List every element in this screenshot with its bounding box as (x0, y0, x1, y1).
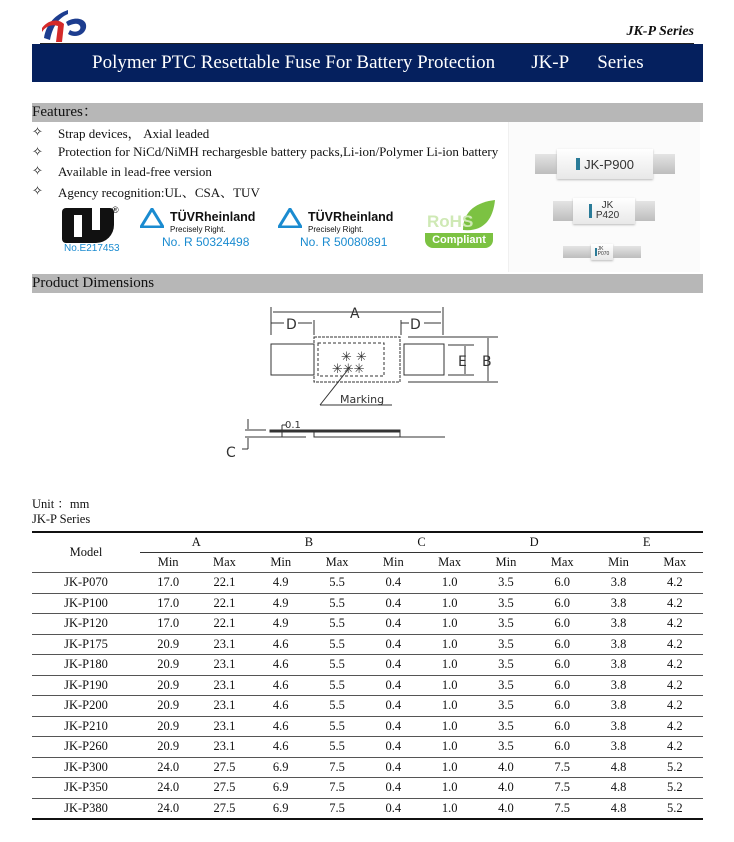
cell-value: 7.5 (309, 778, 365, 799)
cell-value: 5.5 (309, 716, 365, 737)
table-row (32, 716, 703, 737)
cell-value: 5.5 (309, 737, 365, 758)
label-e: E (458, 354, 467, 370)
cell-value: 4.6 (253, 696, 309, 717)
cell-value: 17.0 (140, 614, 196, 635)
tuv-number: No. R 50080891 (300, 235, 388, 249)
min-header: Min (608, 555, 629, 569)
cell-value: 7.5 (534, 757, 590, 778)
cell-model: JK-P380 (32, 798, 140, 819)
cell-value: 3.8 (590, 593, 646, 614)
cell-value: 0.4 (365, 696, 421, 717)
dimension-drawing (210, 295, 510, 465)
banner-title: Polymer PTC Resettable Fuse For Battery Protection (92, 52, 496, 73)
cell-value: 3.5 (478, 634, 534, 655)
cell-value: 3.5 (478, 696, 534, 717)
cell-value: 20.9 (140, 655, 196, 676)
tuv-tagline: Precisely Right. (170, 225, 226, 234)
table-row (32, 757, 703, 778)
tuv-name: TÜVRheinland (308, 210, 394, 224)
rohs-compliant: Compliant (425, 233, 493, 248)
header-row (32, 532, 703, 553)
label-thickness: 0.1 (285, 420, 301, 431)
fuse-label: P070 (597, 251, 610, 257)
cell-value: 3.8 (590, 675, 646, 696)
cell-value: 5.2 (647, 778, 703, 799)
cell-value: 1.0 (421, 634, 477, 655)
cell-value: 3.8 (590, 716, 646, 737)
features-list (32, 123, 498, 201)
cell-value: 6.0 (534, 655, 590, 676)
cell-value: 3.8 (590, 655, 646, 676)
table-row (32, 634, 703, 655)
max-header: Max (438, 555, 462, 569)
cell-value: 0.4 (365, 737, 421, 758)
cell-value: 23.1 (196, 696, 252, 717)
cell-value: 0.4 (365, 634, 421, 655)
title-banner (32, 44, 703, 82)
fuse-label: JK (597, 246, 604, 252)
cell-value: 3.5 (478, 593, 534, 614)
feature-text: Protection for NiCd/NiMH rechargesble battery packs,Li-ion/Polymer Li-ion battery (58, 144, 499, 160)
cell-value: 3.5 (478, 573, 534, 594)
min-header: Min (157, 555, 179, 569)
cell-value: 4.2 (647, 634, 703, 655)
cell-value: 1.0 (421, 798, 477, 819)
max-header: Max (663, 555, 687, 569)
cell-value: 20.9 (140, 737, 196, 758)
tuv-tagline: Precisely Right. (308, 225, 364, 234)
cell-value: 0.4 (365, 614, 421, 635)
company-logo (38, 8, 94, 44)
cell-value: 7.5 (534, 778, 590, 799)
cell-model: JK-P070 (32, 573, 140, 594)
svg-text:✳✳✳: ✳✳✳ (332, 362, 365, 377)
label-marking: Marking (340, 393, 385, 406)
cell-value: 4.8 (590, 798, 646, 819)
cell-value: 1.0 (421, 696, 477, 717)
cell-value: 3.5 (478, 614, 534, 635)
cell-value: 5.5 (309, 634, 365, 655)
cell-value: 22.1 (196, 614, 252, 635)
group-header-a: A (140, 532, 253, 553)
model-header: Model (32, 532, 140, 573)
cell-value: 3.8 (590, 696, 646, 717)
cell-value: 5.5 (309, 655, 365, 676)
cell-value: 3.5 (478, 716, 534, 737)
label-d-left: D (286, 317, 297, 333)
table-row (32, 614, 703, 635)
feature-text: Available in lead-free version (58, 163, 212, 179)
ul-number: No.E217453 (64, 243, 120, 254)
cell-value: 4.0 (478, 778, 534, 799)
cell-value: 6.0 (534, 737, 590, 758)
cell-value: 6.9 (253, 757, 309, 778)
cell-model: JK-P210 (32, 716, 140, 737)
group-header-e: E (590, 532, 703, 553)
cell-value: 4.9 (253, 593, 309, 614)
group-header-c: C (365, 532, 478, 553)
banner-model: JK-P (531, 52, 570, 73)
table-row (32, 737, 703, 758)
fuse-p070 (563, 244, 641, 260)
cell-value: 5.2 (647, 798, 703, 819)
fuse-label: JK (601, 200, 614, 211)
features-heading: Features： (32, 103, 703, 122)
fuse-label: P420 (595, 210, 620, 221)
cell-value: 4.9 (253, 573, 309, 594)
cell-value: 3.8 (590, 573, 646, 594)
cell-value: 20.9 (140, 696, 196, 717)
series-tag: JK-P Series (626, 24, 694, 39)
cell-model: JK-P175 (32, 634, 140, 655)
feature-text: Agency recognition:UL、CSA、TUV (58, 184, 260, 200)
cell-value: 4.8 (590, 778, 646, 799)
cell-value: 1.0 (421, 716, 477, 737)
fuse-label: JK-P900 (584, 156, 634, 172)
cell-value: 5.2 (647, 757, 703, 778)
cell-value: 6.0 (534, 573, 590, 594)
cell-value: 1.0 (421, 573, 477, 594)
cell-value: 4.2 (647, 716, 703, 737)
table-row (32, 573, 703, 594)
tuv-triangle-icon (140, 208, 164, 228)
cell-value: 3.5 (478, 737, 534, 758)
min-header: Min (495, 555, 517, 569)
cell-value: 6.0 (534, 716, 590, 737)
cell-value: 20.9 (140, 675, 196, 696)
unit-label: Unit ：mm (32, 497, 90, 511)
table-row (32, 778, 703, 799)
table-row (32, 798, 703, 819)
cell-model: JK-P180 (32, 655, 140, 676)
cell-value: 4.2 (647, 696, 703, 717)
cell-value: 3.8 (590, 614, 646, 635)
group-header-b: B (253, 532, 366, 553)
cell-value: 7.5 (309, 757, 365, 778)
banner-series: Series (597, 52, 644, 73)
max-header: Max (325, 555, 349, 569)
svg-text:✳ ✳: ✳ ✳ (341, 350, 367, 365)
label-b: B (482, 354, 492, 370)
cell-value: 6.0 (534, 614, 590, 635)
cell-value: 3.5 (478, 675, 534, 696)
cell-value: 6.0 (534, 593, 590, 614)
cell-value: 23.1 (196, 716, 252, 737)
rohs-logo (423, 200, 498, 252)
dimensions-heading: Product Dimensions (32, 274, 703, 293)
cell-value: 20.9 (140, 716, 196, 737)
fuse-p900 (535, 149, 675, 179)
cell-value: 7.5 (534, 798, 590, 819)
cell-value: 0.4 (365, 573, 421, 594)
max-header: Max (550, 555, 574, 569)
label-a: A (350, 306, 360, 322)
cell-value: 0.4 (365, 593, 421, 614)
cell-value: 4.2 (647, 614, 703, 635)
cell-value: 4.2 (647, 593, 703, 614)
cell-value: 4.6 (253, 716, 309, 737)
table-row (32, 655, 703, 676)
cell-value: 1.0 (421, 675, 477, 696)
cell-value: 6.9 (253, 778, 309, 799)
cell-value: 5.5 (309, 614, 365, 635)
table-row (32, 675, 703, 696)
cell-value: 4.8 (590, 757, 646, 778)
min-header: Min (270, 555, 292, 569)
cell-value: 1.0 (421, 593, 477, 614)
min-header: Min (382, 555, 404, 569)
cell-value: 4.6 (253, 675, 309, 696)
cell-value: 24.0 (140, 757, 196, 778)
cell-value: 4.6 (253, 655, 309, 676)
cell-value: 27.5 (196, 798, 252, 819)
feature-item (32, 162, 498, 182)
cell-model: JK-P350 (32, 778, 140, 799)
cell-value: 4.6 (253, 634, 309, 655)
product-photo (508, 122, 700, 272)
cell-value: 4.9 (253, 614, 309, 635)
cell-value: 4.6 (253, 737, 309, 758)
cell-value: 23.1 (196, 655, 252, 676)
cell-value: 22.1 (196, 573, 252, 594)
cell-value: 0.4 (365, 716, 421, 737)
cell-value: 23.1 (196, 675, 252, 696)
dimensions-table (32, 531, 703, 820)
table-series-label: JK-P Series (32, 512, 91, 526)
cell-value: 5.5 (309, 696, 365, 717)
fuse-p420 (553, 198, 655, 224)
tuv-name: TÜVRheinland (170, 210, 256, 224)
max-header: Max (212, 555, 236, 569)
feature-text: Strap devices， Axial leaded (58, 126, 210, 142)
cell-model: JK-P120 (32, 614, 140, 635)
cell-value: 5.5 (309, 675, 365, 696)
cell-value: 7.5 (309, 798, 365, 819)
cell-value: 0.4 (365, 655, 421, 676)
cell-value: 0.4 (365, 798, 421, 819)
bullet-icon: ✧ (32, 183, 43, 199)
cell-value: 27.5 (196, 778, 252, 799)
cell-value: 24.0 (140, 798, 196, 819)
cell-value: 1.0 (421, 778, 477, 799)
cell-value: 3.5 (478, 655, 534, 676)
cell-value: 20.9 (140, 634, 196, 655)
cell-value: 5.5 (309, 573, 365, 594)
cell-value: 4.2 (647, 737, 703, 758)
cell-value: 4.2 (647, 573, 703, 594)
group-header-d: D (478, 532, 591, 553)
label-c: C (226, 445, 236, 461)
cell-value: 0.4 (365, 778, 421, 799)
cell-value: 24.0 (140, 778, 196, 799)
rohs-text: RoHS (427, 212, 474, 231)
feature-item (32, 182, 498, 202)
cell-model: JK-P100 (32, 593, 140, 614)
cell-value: 23.1 (196, 634, 252, 655)
feature-item (32, 123, 498, 143)
cell-value: 17.0 (140, 573, 196, 594)
bullet-icon: ✧ (32, 164, 43, 180)
cell-value: 3.8 (590, 737, 646, 758)
cell-value: 6.0 (534, 675, 590, 696)
cell-value: 4.0 (478, 798, 534, 819)
cell-model: JK-P190 (32, 675, 140, 696)
cell-value: 22.1 (196, 593, 252, 614)
cell-value: 4.2 (647, 655, 703, 676)
cell-value: 6.0 (534, 634, 590, 655)
cell-value: 17.0 (140, 593, 196, 614)
table-row (32, 593, 703, 614)
cell-value: 1.0 (421, 614, 477, 635)
cell-value: 1.0 (421, 757, 477, 778)
feature-item (32, 143, 498, 163)
cell-value: 4.2 (647, 675, 703, 696)
cell-value: 0.4 (365, 675, 421, 696)
cell-value: 1.0 (421, 737, 477, 758)
cell-value: 1.0 (421, 655, 477, 676)
tuv-triangle-icon (278, 208, 302, 228)
cell-model: JK-P200 (32, 696, 140, 717)
bullet-icon: ✧ (32, 125, 43, 141)
bullet-icon: ✧ (32, 144, 43, 160)
cell-value: 4.0 (478, 757, 534, 778)
cell-value: 0.4 (365, 757, 421, 778)
cell-value: 6.0 (534, 696, 590, 717)
cell-value: 5.5 (309, 593, 365, 614)
cell-model: JK-P260 (32, 737, 140, 758)
cell-value: 3.8 (590, 634, 646, 655)
tuv-number: No. R 50324498 (162, 235, 250, 249)
cell-value: 23.1 (196, 737, 252, 758)
cell-value: 27.5 (196, 757, 252, 778)
label-d-right: D (410, 317, 421, 333)
ul-logo: ® No.E217453 (64, 205, 120, 254)
cell-model: JK-P300 (32, 757, 140, 778)
cell-value: 6.9 (253, 798, 309, 819)
table-row (32, 696, 703, 717)
